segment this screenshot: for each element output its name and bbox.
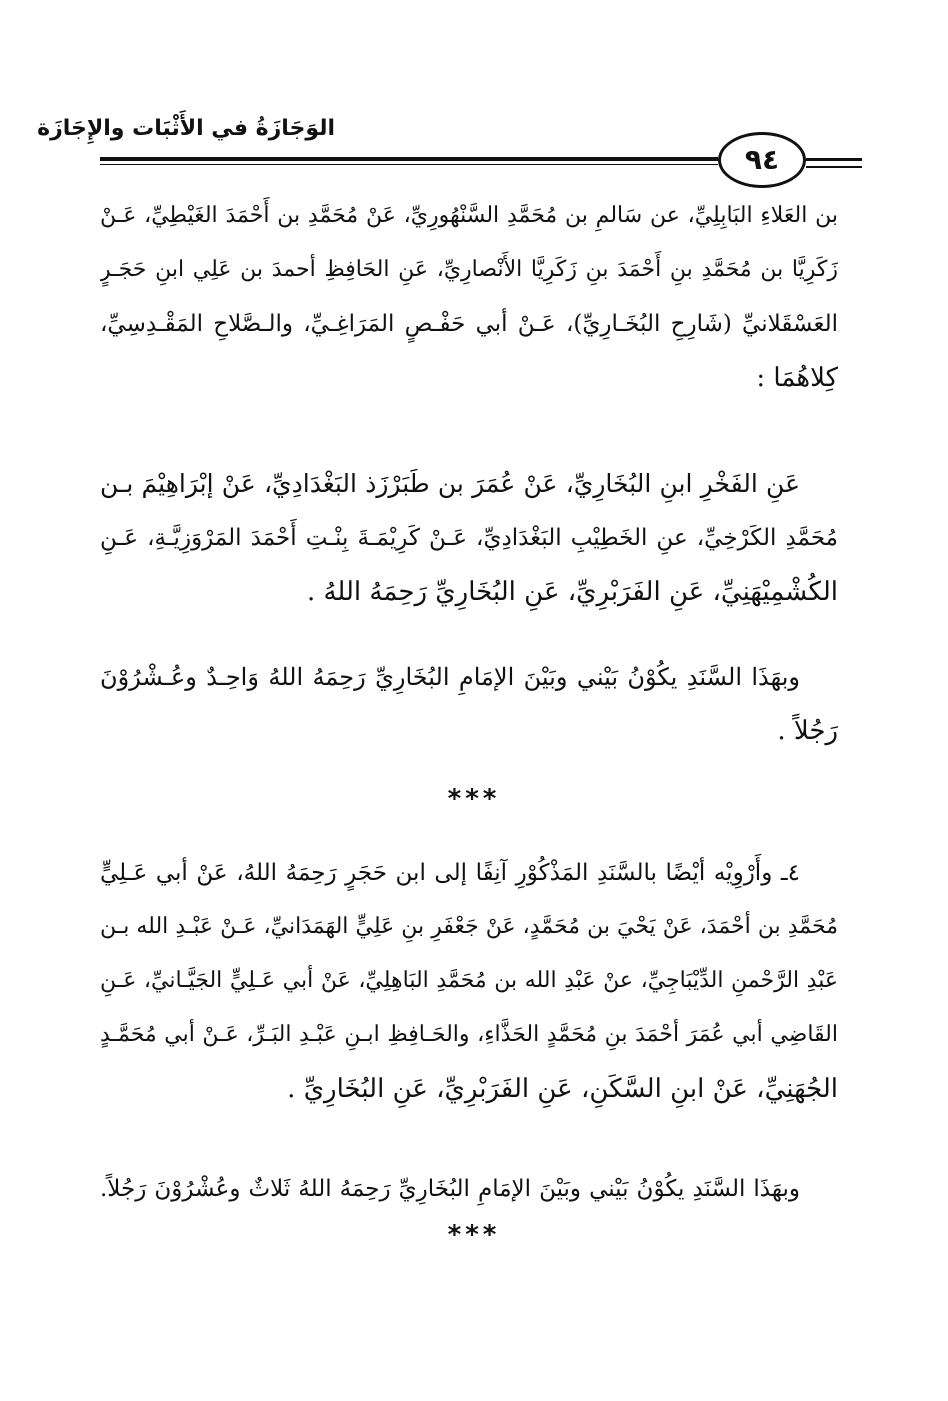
header-rule-right-thick: [806, 158, 862, 161]
paragraph-final-count: [100, 1162, 838, 1216]
text-line: عَنِ الفَخْرِ ابنِ البُخَارِيِّ، عَنْ عُمَرَ بن طَبَرْزَذ البَغْدَادِيِّ، عَنْ إبْرَاهِيْمَ بـن: [100, 469, 800, 498]
section-separator: ***: [447, 1220, 501, 1250]
page-number: ٩٤: [718, 132, 806, 188]
text-line: كِلاهُمَا :: [756, 363, 838, 393]
paragraph-chain-count: [100, 650, 838, 758]
text-line: الكُشْمِيْهَنِيِّ، عَنِ الفَرَبْرِيِّ، عَنِ البُخَارِيِّ رَحِمَهُ اللهُ .: [306, 577, 838, 607]
text-line: وبهَذَا السَّنَدِ يكُوْنُ بَيْني وبَيْنَ الإمَامِ البُخَارِيِّ رَحِمَهُ اللهُ ثَلاثٌ وعُشْرُوْنَ رَجُلاً.: [100, 1176, 800, 1202]
text-line: القَاضِي أبي عُمَرَ أحْمَدَ بنِ مُحَمَّدٍ الحَذَّاءِ، والحَـافِظِ ابـنِ عَبْـدِ البَـرِّ، عَـنْ أبي مُحَمَّـدٍ: [100, 1022, 838, 1047]
section-separator: ***: [447, 784, 501, 814]
text-line: وبهَذَا السَّنَدِ يكُوْنُ بَيْني وبَيْنَ الإمَامِ البُخَارِيِّ رَحِمَهُ اللهُ وَاحِـدٌ وعُـشْرُوْنَ: [100, 663, 800, 691]
text-line: العَسْقَلانيِّ (شَارِحِ البُخَـارِيِّ)، عَـنْ أبي حَفْـصٍ المَرَاغِـيِّ، والـصَّلاحِ المَقْـدِسِيِّ،: [100, 311, 838, 337]
text-line: مُحَمَّدِ بن أحْمَدَ، عَنْ يَحْيَ بن مُحَمَّدٍ، عَنْ جَعْفَرِ بنِ عَلِيٍّ الهَمَدَانيِّ، عَـنْ عَبْـدِ الله بـن: [100, 914, 838, 939]
text-line: عَبْدِ الرَّحْمنِ الدِّيْبَاجِيِّ، عنْ عَبْدِ الله بن مُحَمَّدِ البَاهِلِيِّ، عَنْ أبي عَـلِيٍّ الجَيَّـانيِّ، عَـنِ: [100, 968, 838, 993]
paragraph-item-4: [100, 846, 838, 1116]
text-line: رَجُلاً .: [777, 716, 838, 746]
text-line: بن العَلاءِ البَابِلِيِّ، عن سَالمِ بن مُحَمَّدِ السَّنْهُورِيِّ، عَنْ مُحَمَّدِ بن أَحْمَدَ الغَيْطِيِّ، عَـنْ: [100, 203, 838, 228]
header-rule-thin: [100, 164, 718, 165]
text-line: ٤ـ وأَرْوِيْه أيْضًا بالسَّنَدِ المَذْكُوْرِ آنِفًا إلى ابن حَجَرٍ رَحِمَهُ اللهُ، عَنْ أبي عَـلِيٍّ: [100, 860, 800, 886]
text-line: زَكَرِيَّا بن مُحَمَّدِ بنِ أَحْمَدَ بنِ زَكَرِيَّا الأَنْصارِيِّ، عَنِ الحَافِظِ أحمدَ بن عَلِي ابنِ حَجَـرٍ: [100, 257, 838, 282]
header-rule-right-thin: [806, 166, 862, 168]
header-rule-thick: [100, 157, 718, 161]
text-line: الجُهَنِيِّ، عَنْ ابنِ السَّكَنِ، عَنِ الفَرَبْرِيِّ، عَنِ البُخَارِيِّ .: [287, 1074, 838, 1104]
running-title: الوَجَازَةُ في الأَثْبَات والإِجَازَة: [37, 116, 335, 141]
paragraph-chain-intro: [100, 189, 838, 405]
paragraph-chain-continued: [100, 457, 838, 619]
text-line: مُحَمَّدِ الكَرْخِيِّ، عنِ الخَطِيْبِ البَغْدَادِيِّ، عَـنْ كَرِيْمَـةَ بِنْـتِ أَحْمَدَ المَرْوَزِيَّـةِ، عَـنِ: [100, 525, 838, 551]
